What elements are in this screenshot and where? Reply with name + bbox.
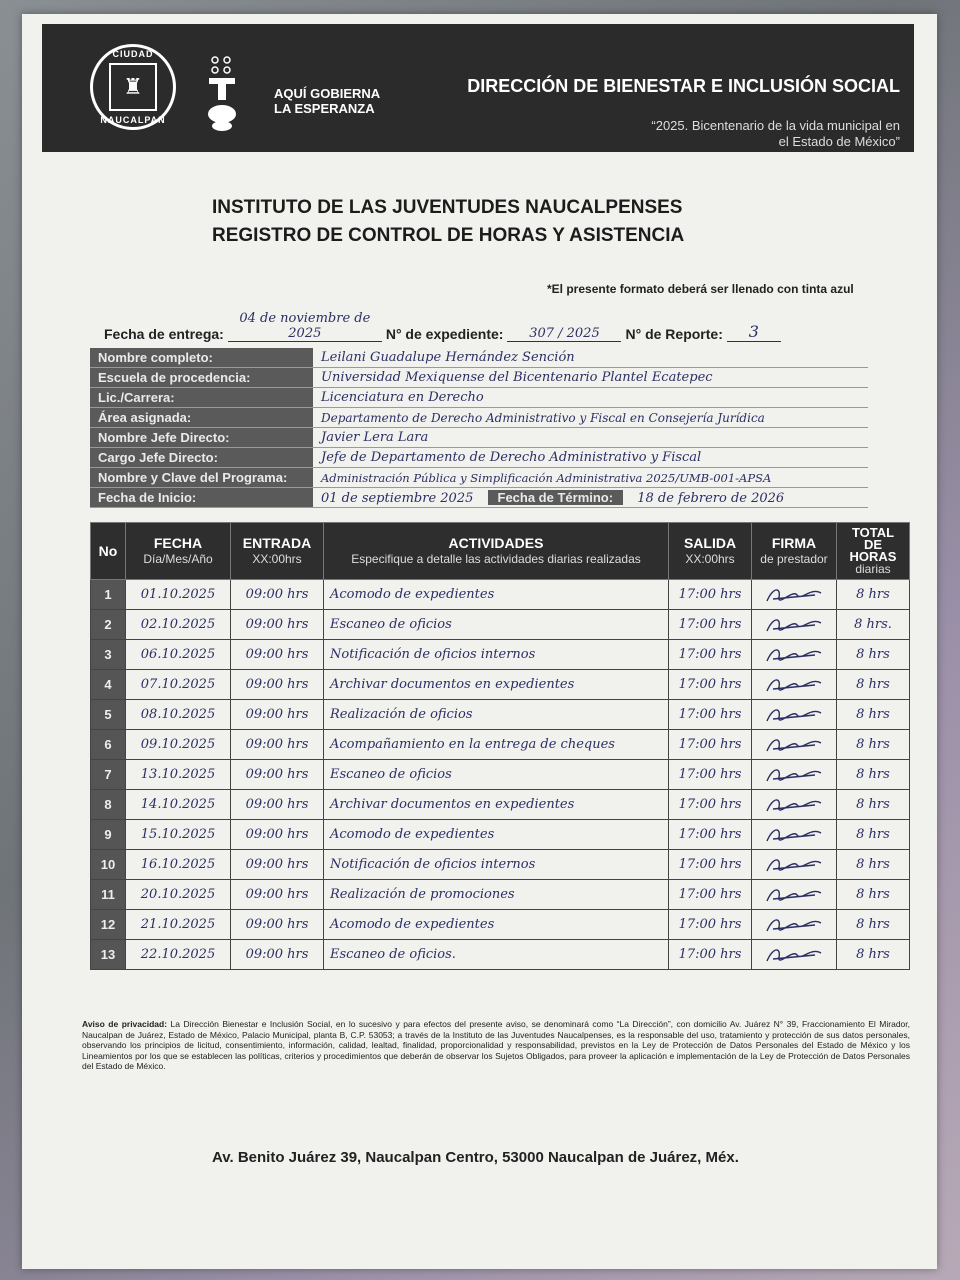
row-entry-time: 09:00 hrs <box>231 760 324 790</box>
row-total-hours: 8 hrs <box>837 790 910 820</box>
row-number: 10 <box>91 850 126 880</box>
col-activities <box>324 523 669 580</box>
row-signature <box>752 580 837 610</box>
castle-icon: ♜ <box>109 63 157 111</box>
row-activity: Acomodo de expedientes <box>324 910 669 940</box>
signature-icon <box>763 915 825 935</box>
seal-bottom-text: NAUCALPAN <box>100 115 166 125</box>
info-row <box>90 368 868 388</box>
signature-icon <box>763 825 825 845</box>
row-exit-time: 17:00 hrs <box>669 730 752 760</box>
attendance-table <box>90 522 910 970</box>
name-label: Nombre completo: <box>90 348 313 368</box>
signature-icon <box>763 705 825 725</box>
report-number-label: N° de Reporte: <box>625 326 723 342</box>
blue-ink-note: *El presente formato deberá ser llenado con tinta azul <box>547 282 854 296</box>
col-date-title: FECHA <box>153 535 203 551</box>
info-row <box>90 428 868 448</box>
col-total-line1: TOTAL <box>851 525 895 540</box>
end-date-value: 18 de febrero de 2026 <box>637 490 785 506</box>
row-activity: Archivar documentos en expedientes <box>324 790 669 820</box>
row-date: 13.10.2025 <box>126 760 231 790</box>
row-exit-time: 17:00 hrs <box>669 850 752 880</box>
row-number: 13 <box>91 940 126 970</box>
row-entry-time: 09:00 hrs <box>231 640 324 670</box>
row-activity: Notificación de oficios internos <box>324 850 669 880</box>
file-number-label: N° de expediente: <box>385 326 504 342</box>
slogan <box>274 86 380 116</box>
row-number: 8 <box>91 790 126 820</box>
signature-icon <box>763 615 825 635</box>
row-total-hours: 8 hrs <box>837 850 910 880</box>
row-total-hours: 8 hrs <box>837 730 910 760</box>
info-row <box>90 388 868 408</box>
slogan-line-2: LA ESPERANZA <box>274 101 375 116</box>
boss-label: Nombre Jefe Directo: <box>90 428 313 448</box>
file-number-value: 307 / 2025 <box>507 326 621 342</box>
col-total-line3: HORAS <box>849 549 897 564</box>
title-line-1: INSTITUTO DE LAS JUVENTUDES NAUCALPENSES <box>212 197 683 218</box>
col-total <box>837 523 910 580</box>
col-out <box>669 523 752 580</box>
row-exit-time: 17:00 hrs <box>669 880 752 910</box>
row-exit-time: 17:00 hrs <box>669 820 752 850</box>
end-date-label: Fecha de Término: <box>488 490 624 505</box>
row-signature <box>752 700 837 730</box>
row-entry-time: 09:00 hrs <box>231 910 324 940</box>
row-entry-time: 09:00 hrs <box>231 880 324 910</box>
row-date: 02.10.2025 <box>126 610 231 640</box>
row-entry-time: 09:00 hrs <box>231 580 324 610</box>
col-out-sub: XX:00hrs <box>685 552 735 566</box>
document-title <box>212 194 684 250</box>
row-activity: Acomodo de expedientes <box>324 820 669 850</box>
government-logo-icon <box>207 54 247 134</box>
signature-icon <box>763 945 825 965</box>
info-row <box>90 488 868 508</box>
row-exit-time: 17:00 hrs <box>669 610 752 640</box>
row-number: 4 <box>91 670 126 700</box>
row-signature <box>752 730 837 760</box>
row-entry-time: 09:00 hrs <box>231 940 324 970</box>
row-number: 1 <box>91 580 126 610</box>
start-date-value: 01 de septiembre 2025 <box>321 490 474 506</box>
row-number: 5 <box>91 700 126 730</box>
row-date: 01.10.2025 <box>126 580 231 610</box>
row-number: 6 <box>91 730 126 760</box>
motto: “2025. Bicentenario de la vida municipal en el Estado de México” <box>651 118 900 149</box>
row-date: 07.10.2025 <box>126 670 231 700</box>
attendance-row <box>91 670 910 700</box>
row-activity: Realización de promociones <box>324 880 669 910</box>
row-total-hours: 8 hrs <box>837 820 910 850</box>
row-signature <box>752 760 837 790</box>
attendance-row <box>91 910 910 940</box>
attendance-row <box>91 730 910 760</box>
row-entry-time: 09:00 hrs <box>231 790 324 820</box>
boss-role-label: Cargo Jefe Directo: <box>90 448 313 468</box>
row-signature <box>752 940 837 970</box>
col-total-line2: DE <box>863 537 883 552</box>
row-entry-time: 09:00 hrs <box>231 610 324 640</box>
attendance-row <box>91 820 910 850</box>
signature-icon <box>763 855 825 875</box>
row-date: 09.10.2025 <box>126 730 231 760</box>
row-date: 16.10.2025 <box>126 850 231 880</box>
privacy-text: La Dirección Bienestar e Inclusión Social, en lo sucesivo y para efectos del presente aviso, se denominará como “La Dirección”, con domicilio Av. Juárez N° 39, Fraccionamiento El Mirador, Naucalpan de Juárez, Estado de México, Palacio Municipal, planta B, C.P. 53053; a través de la Instituto de las Juventudes Naucalpenses, es la responsable del uso, tratamiento y protección de sus datos personales, observando los principios de licitud, consentimiento, información, calidad, lealtad, finalidad, proporcionalidad y responsabilidad, previstos en la Ley de Protección de Datos Personales del Estado de México y los Lineamientos por los que se establecen las políticas, criterios y procedimientos que deberán de observar los Sujetos Obligados, para proveer la aplicación e implementación de la Ley de Protección de Datos Personales del Estado de México. <box>82 1019 910 1071</box>
row-signature <box>752 640 837 670</box>
row-total-hours: 8 hrs <box>837 700 910 730</box>
row-number: 2 <box>91 610 126 640</box>
title-line-2: REGISTRO DE CONTROL DE HORAS Y ASISTENCIA <box>212 225 685 246</box>
department-title: DIRECCIÓN DE BIENESTAR E INCLUSIÓN SOCIAL <box>467 76 900 96</box>
footer-address: Av. Benito Juárez 39, Naucalpan Centro, 53000 Naucalpan de Juárez, Méx. <box>212 1149 739 1166</box>
school-label: Escuela de procedencia: <box>90 368 313 388</box>
row-total-hours: 8 hrs <box>837 580 910 610</box>
signature-icon <box>763 765 825 785</box>
row-activity: Notificación de oficios internos <box>324 640 669 670</box>
col-sign-sub: de prestador <box>760 552 828 566</box>
delivery-date-value: 04 de noviembre de 2025 <box>228 311 382 342</box>
row-date: 06.10.2025 <box>126 640 231 670</box>
row-activity: Acomodo de expedientes <box>324 580 669 610</box>
col-activities-sub: Especifique a detalle las actividades diarias realizadas <box>351 552 641 566</box>
row-total-hours: 8 hrs <box>837 910 910 940</box>
attendance-header-row <box>91 523 910 580</box>
privacy-notice <box>82 1019 910 1072</box>
attendance-row <box>91 700 910 730</box>
row-date: 20.10.2025 <box>126 880 231 910</box>
row-total-hours: 8 hrs <box>837 670 910 700</box>
row-entry-time: 09:00 hrs <box>231 730 324 760</box>
info-row <box>90 448 868 468</box>
attendance-row <box>91 610 910 640</box>
col-date <box>126 523 231 580</box>
row-date: 08.10.2025 <box>126 700 231 730</box>
col-out-title: SALIDA <box>683 535 737 551</box>
seal-top-text: CIUDAD <box>112 49 154 59</box>
info-row <box>90 408 868 428</box>
attendance-row <box>91 940 910 970</box>
col-sign-title: FIRMA <box>771 535 817 551</box>
row-number: 7 <box>91 760 126 790</box>
naucalpan-seal-logo <box>90 44 176 130</box>
info-row <box>90 468 868 488</box>
row-number: 9 <box>91 820 126 850</box>
signature-icon <box>763 675 825 695</box>
signature-icon <box>763 735 825 755</box>
row-total-hours: 8 hrs <box>837 640 910 670</box>
row-signature <box>752 820 837 850</box>
student-info-table <box>90 348 868 508</box>
row-signature <box>752 880 837 910</box>
row-total-hours: 8 hrs <box>837 940 910 970</box>
col-total-sub: diarias <box>855 562 891 576</box>
row-signature <box>752 910 837 940</box>
boss-value: Javier Lera Lara <box>313 428 868 448</box>
delivery-date-label: Fecha de entrega: <box>104 326 224 342</box>
row-date: 15.10.2025 <box>126 820 231 850</box>
row-number: 11 <box>91 880 126 910</box>
signature-icon <box>763 645 825 665</box>
attendance-row <box>91 880 910 910</box>
attendance-row <box>91 790 910 820</box>
row-activity: Realización de oficios <box>324 700 669 730</box>
row-total-hours: 8 hrs <box>837 880 910 910</box>
row-signature <box>752 670 837 700</box>
col-activities-title: ACTIVIDADES <box>448 535 544 551</box>
attendance-row <box>91 760 910 790</box>
row-signature <box>752 850 837 880</box>
row-exit-time: 17:00 hrs <box>669 580 752 610</box>
row-exit-time: 17:00 hrs <box>669 910 752 940</box>
program-label: Nombre y Clave del Programa: <box>90 468 313 488</box>
attendance-row <box>91 850 910 880</box>
career-value: Licenciatura en Derecho <box>313 388 868 408</box>
row-activity: Escaneo de oficios <box>324 610 669 640</box>
boss-role-value: Jefe de Departamento de Derecho Administrativo y Fiscal <box>313 448 868 468</box>
program-value: Administración Pública y Simplificación Administrativa 2025/UMB-001-APSA <box>313 468 868 488</box>
row-date: 21.10.2025 <box>126 910 231 940</box>
area-label: Área asignada: <box>90 408 313 428</box>
row-exit-time: 17:00 hrs <box>669 940 752 970</box>
row-number: 3 <box>91 640 126 670</box>
row-entry-time: 09:00 hrs <box>231 820 324 850</box>
row-activity: Escaneo de oficios <box>324 760 669 790</box>
row-activity: Escaneo de oficios. <box>324 940 669 970</box>
row-exit-time: 17:00 hrs <box>669 640 752 670</box>
attendance-row <box>91 580 910 610</box>
signature-icon <box>763 795 825 815</box>
attendance-row <box>91 640 910 670</box>
career-label: Lic./Carrera: <box>90 388 313 408</box>
slogan-line-1: AQUÍ GOBIERNA <box>274 86 381 101</box>
attendance-body <box>91 580 910 970</box>
row-exit-time: 17:00 hrs <box>669 700 752 730</box>
row-signature <box>752 610 837 640</box>
row-number: 12 <box>91 910 126 940</box>
col-date-sub: Día/Mes/Año <box>143 552 213 566</box>
area-value: Departamento de Derecho Administrativo y Fiscal en Consejería Jurídica <box>313 408 868 428</box>
report-number-value: 3 <box>727 322 781 342</box>
col-sign <box>752 523 837 580</box>
row-entry-time: 09:00 hrs <box>231 700 324 730</box>
delivery-row <box>104 311 785 342</box>
row-total-hours: 8 hrs <box>837 760 910 790</box>
row-total-hours: 8 hrs. <box>837 610 910 640</box>
date-range-cell <box>313 488 868 508</box>
col-in-title: ENTRADA <box>242 535 312 551</box>
start-date-label: Fecha de Inicio: <box>90 488 313 508</box>
row-exit-time: 17:00 hrs <box>669 790 752 820</box>
row-entry-time: 09:00 hrs <box>231 670 324 700</box>
row-date: 14.10.2025 <box>126 790 231 820</box>
row-date: 22.10.2025 <box>126 940 231 970</box>
row-activity: Acompañamiento en la entrega de cheques <box>324 730 669 760</box>
col-no: No <box>91 523 126 580</box>
school-value: Universidad Mexiquense del Bicentenario Plantel Ecatepec <box>313 368 868 388</box>
col-in-sub: XX:00hrs <box>252 552 302 566</box>
info-row <box>90 348 868 368</box>
signature-icon <box>763 585 825 605</box>
row-entry-time: 09:00 hrs <box>231 850 324 880</box>
row-signature <box>752 790 837 820</box>
signature-icon <box>763 885 825 905</box>
privacy-label: Aviso de privacidad: <box>82 1019 168 1029</box>
name-value: Leilani Guadalupe Hernández Sención <box>313 348 868 368</box>
row-activity: Archivar documentos en expedientes <box>324 670 669 700</box>
row-exit-time: 17:00 hrs <box>669 670 752 700</box>
col-in <box>231 523 324 580</box>
document-sheet <box>22 14 937 1269</box>
header-banner <box>42 24 914 152</box>
row-exit-time: 17:00 hrs <box>669 760 752 790</box>
